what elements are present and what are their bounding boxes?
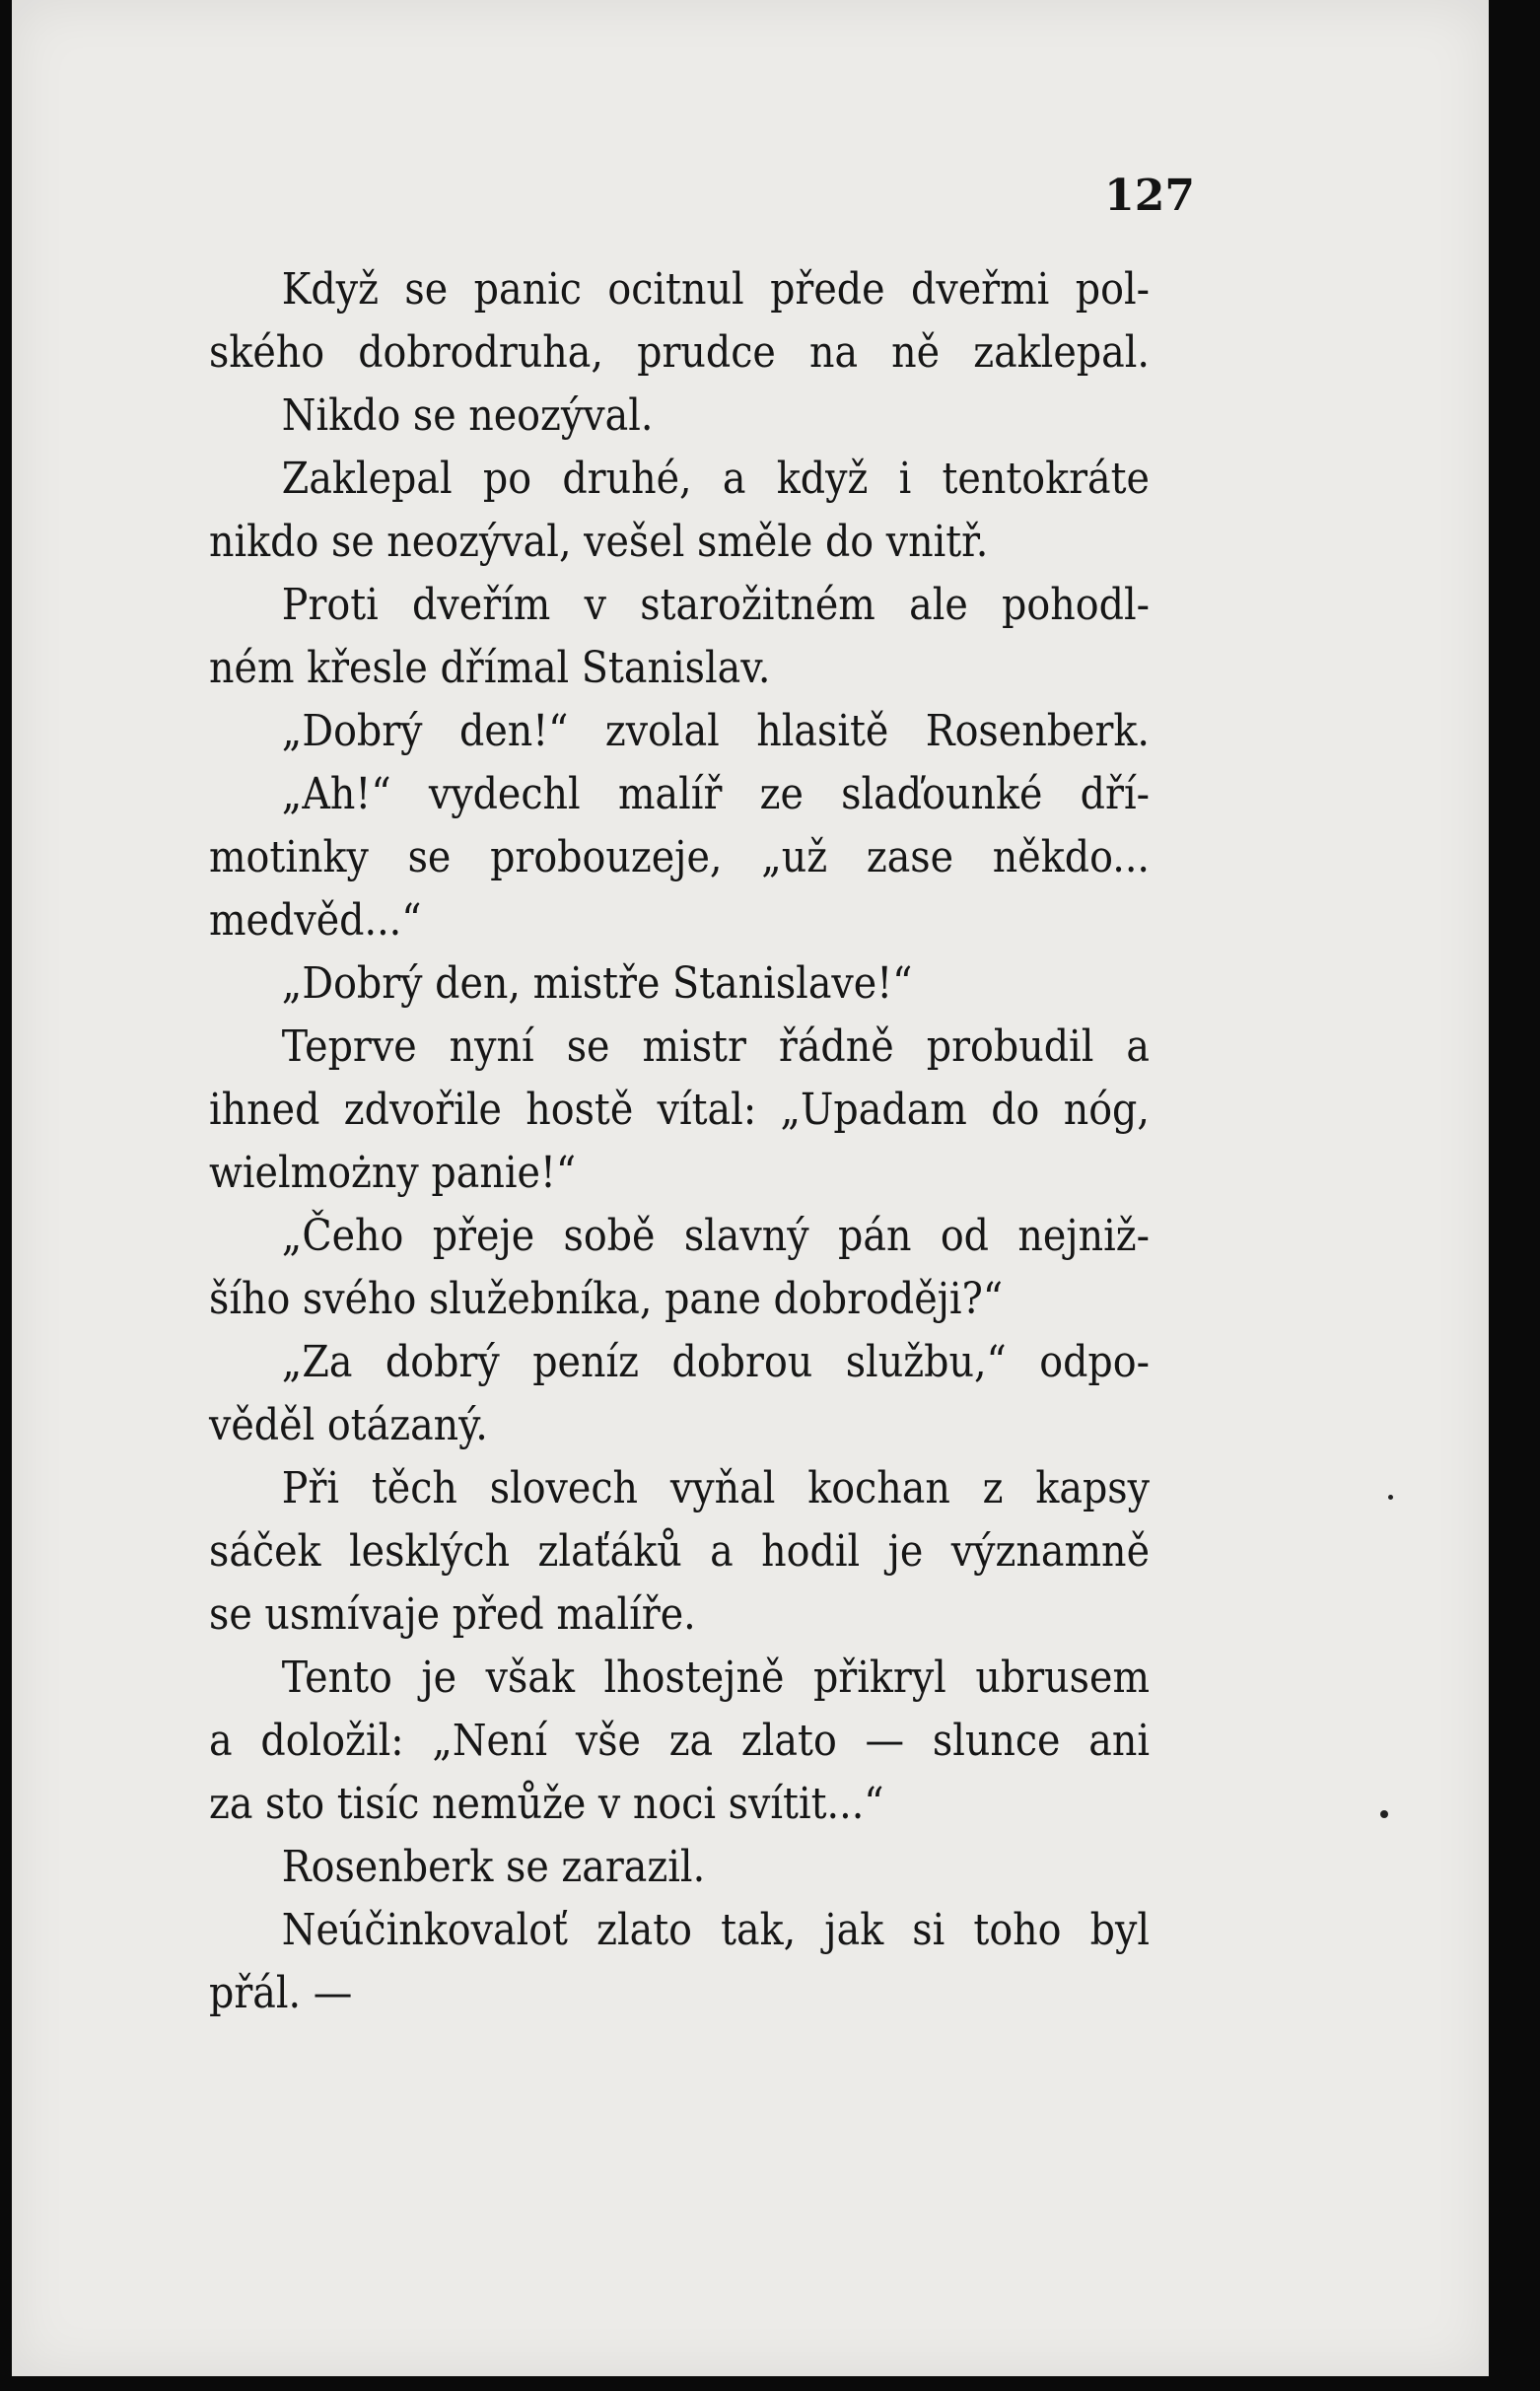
text-line: se usmívaje před malíře. [209,1589,696,1640]
text-line: „Dobrý den, mistře Stanislave!“ [281,958,913,1009]
ink-speck [1388,1495,1393,1500]
book-page [12,0,1489,2376]
text-line: ném křesle dřímal Stanislav. [209,643,771,693]
text-line: „Čeho přeje sobě slavný pán od nejniž- [281,1211,1150,1261]
text-line: Teprve nyní se mistr řádně probudil a [281,1021,1150,1072]
text-line: a doložil: „Není vše za zlato — slunce ani [209,1716,1150,1766]
text-line: „Ah!“ vydechl malíř ze slaďounké dří- [281,769,1150,819]
page-text [209,258,1150,2025]
text-line: Proti dveřím v starožitném ale pohodl- [281,580,1150,630]
text-line: přál. — [209,1968,353,2018]
ink-speck [1380,1810,1388,1818]
page-number: 127 [1104,171,1195,221]
text-line: wielmożny panie!“ [209,1148,577,1198]
text-line: Při těch slovech vyňal kochan z kapsy [281,1463,1150,1513]
text-line: Zaklepal po druhé, a když i tentokráte [281,454,1150,504]
text-line: šího svého služebníka, pane dobroději?“ [209,1274,1004,1324]
text-line: Neúčinkovaloť zlato tak, jak si toho byl [281,1905,1150,1955]
text-line: „Za dobrý peníz dobrou službu,“ odpo- [281,1337,1150,1387]
text-line: Tento je však lhostejně přikryl ubrusem [281,1653,1150,1703]
text-line: ihned zdvořile hostě vítal: „Upadam do nóg, [209,1085,1150,1135]
text-line: ského dobrodruha, prudce na ně zaklepal. [209,327,1150,378]
text-line: „Dobrý den!“ zvolal hlasitě Rosenberk. [281,706,1150,756]
text-line: Když se panic ocitnul přede dveřmi pol- [281,264,1150,315]
text-line: motinky se probouzeje, „už zase někdo... [209,832,1150,882]
text-line: nikdo se neozýval, vešel směle do vnitř. [209,517,989,567]
text-line: za sto tisíc nemůže v noci svítit...“ [209,1779,884,1829]
text-line: Nikdo se neozýval. [281,390,654,441]
text-line: medvěd...“ [209,895,422,946]
text-line: věděl otázaný. [209,1400,488,1450]
text-line: Rosenberk se zarazil. [281,1842,706,1892]
text-line: sáček lesklých zlaťáků a hodil je významně [209,1526,1150,1577]
